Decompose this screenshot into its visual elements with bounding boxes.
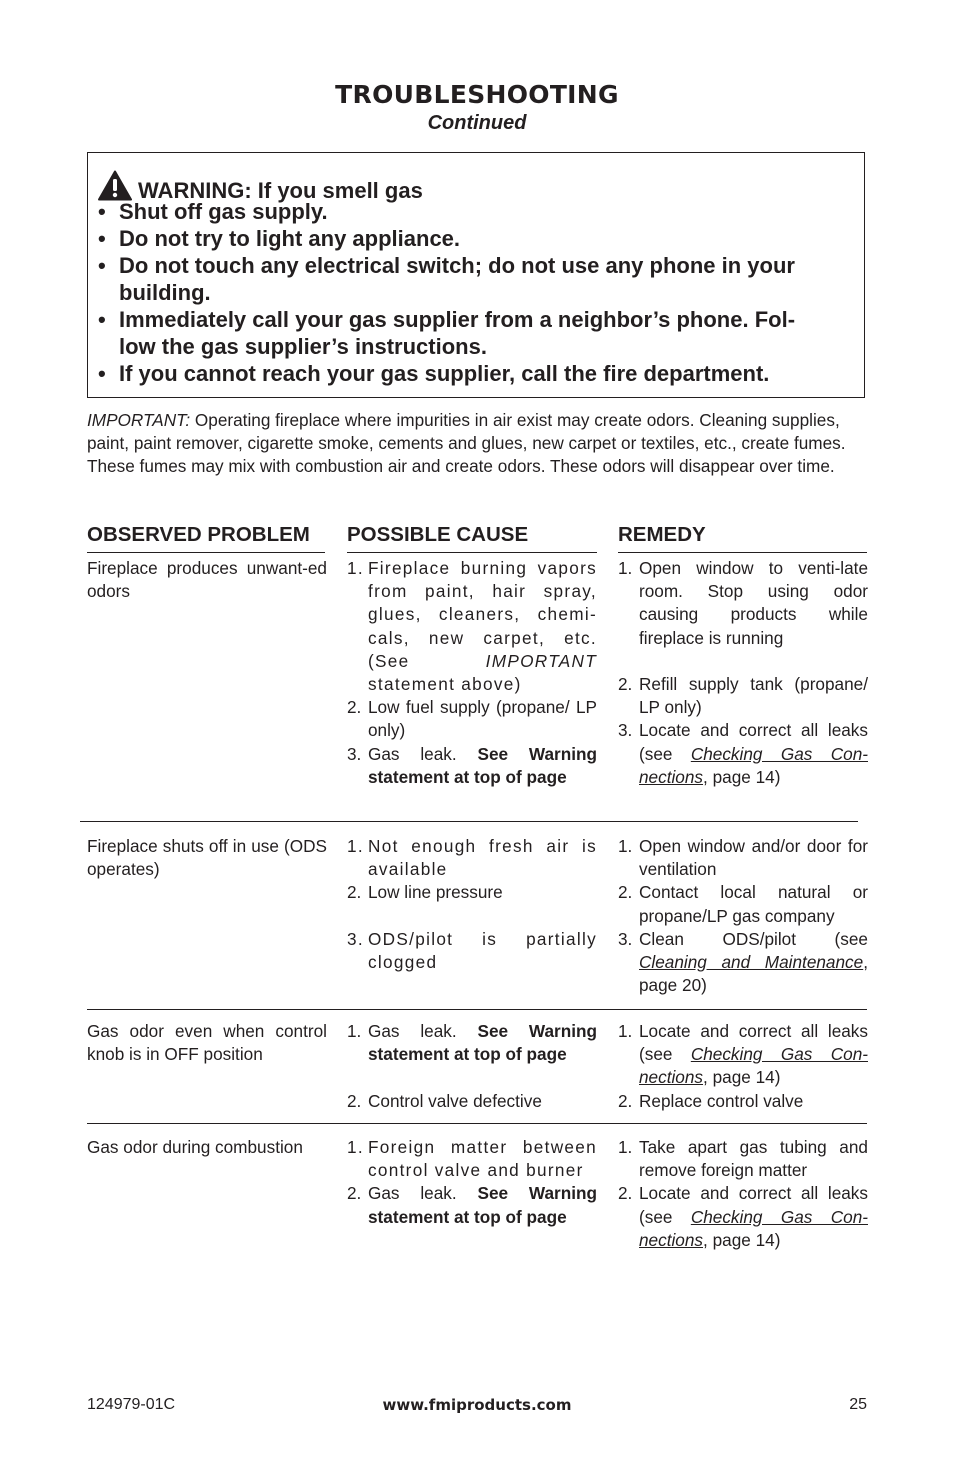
checking-gas-connections-link[interactable]: Checking Gas Con-nections: [639, 1206, 868, 1250]
cause-item: 1. Not enough fresh air is available: [347, 836, 597, 880]
cause-item: 2. Control valve defective: [347, 1090, 542, 1111]
remedy-item: 2. Contact local natural or propane/LP gas company: [618, 882, 868, 926]
important-note: [87, 409, 867, 478]
row-divider: [80, 821, 858, 822]
checking-gas-connections-link[interactable]: Checking Gas Con-nections: [639, 743, 868, 787]
header-rule: [347, 552, 597, 553]
warning-heading: WARNING: If you smell gas: [138, 178, 423, 203]
warning-line: Do not touch any electrical switch; do not use any phone in your: [119, 253, 795, 278]
remedy-item: 1. Locate and correct all leaks (see Checking Gas Con-nections, page 14): [618, 1021, 868, 1088]
warning-bullet: •: [98, 199, 106, 224]
cause-item: 3. Gas leak. See Warning statement at top of page: [347, 743, 597, 787]
document-number: 124979-01C: [87, 1396, 176, 1413]
header-remedy: REMEDY: [618, 523, 706, 546]
cause-cell: [347, 557, 597, 789]
remedy-cell: [618, 1136, 868, 1252]
remedy-item: 1. Take apart gas tubing and remove foreign matter: [618, 1137, 868, 1181]
remedy-cell: [618, 835, 868, 997]
warning-line: If you cannot reach your gas supplier, call the fire department.: [119, 361, 770, 386]
warning-box: [87, 152, 865, 398]
problem-cell: Fireplace produces unwant-ed odors: [87, 558, 327, 602]
cleaning-and-maintenance-link[interactable]: Cleaning and Maintenance: [639, 952, 864, 973]
warning-bullet: •: [98, 307, 106, 332]
warning-bullet: •: [98, 226, 106, 251]
remedy-item: 1. Open window to venti-late room. Stop using odor causing products while fireplace is running: [618, 558, 868, 648]
problem-cell: Gas odor even when control knob is in OFF position: [87, 1021, 327, 1065]
remedy-cell: [618, 1020, 868, 1113]
warning-line: building.: [119, 280, 211, 305]
page-number: 25: [849, 1396, 867, 1413]
remedy-cell: [618, 557, 868, 789]
remedy-item: 2. Replace control valve: [618, 1090, 804, 1111]
cause-item: 1. Foreign matter between control valve and burner: [347, 1137, 597, 1181]
cause-item: 2. Gas leak. See Warning statement at top of page: [347, 1183, 597, 1227]
remedy-item: 3. Clean ODS/pilot (see Cleaning and Maintenance, page 20): [618, 928, 868, 996]
cause-cell: [347, 1020, 597, 1113]
cause-item: 1. Gas leak. See Warning statement at top of page: [347, 1021, 597, 1065]
important-label: IMPORTANT:: [87, 410, 191, 430]
header-observed-problem: OBSERVED PROBLEM: [87, 523, 310, 546]
warning-line: Do not try to light any appliance.: [119, 226, 461, 251]
cause-item: 2. Low fuel supply (propane/ LP only): [347, 697, 597, 741]
row-divider: [87, 1123, 867, 1124]
row-divider: [87, 1009, 867, 1010]
header-rule: [87, 552, 325, 553]
problem-cell: Fireplace shuts off in use (ODS operates): [87, 836, 327, 880]
checking-gas-connections-link[interactable]: Checking Gas Con-nections: [639, 1044, 868, 1088]
warning-bullet: •: [98, 361, 106, 386]
remedy-item: 1. Open window and/or door for ventilation: [618, 836, 868, 880]
cause-item: 3. ODS/pilot is partially clogged: [347, 928, 597, 972]
header-rule: [618, 552, 867, 553]
remedy-item: 3. Locate and correct all leaks (see Checking Gas Con-nections, page 14): [618, 720, 868, 787]
cause-cell: [347, 1136, 597, 1229]
problem-cell: Gas odor during combustion: [87, 1137, 303, 1157]
warning-bullet: •: [98, 253, 106, 278]
cause-item: 2. Low line pressure: [347, 882, 503, 903]
warning-line: Shut off gas supply.: [119, 199, 328, 224]
page-title: TROUBLESHOOTING: [335, 80, 619, 109]
remedy-item: 2. Locate and correct all leaks (see Checking Gas Con-nections, page 14): [618, 1183, 868, 1250]
important-text: Operating fireplace where impurities in air exist may create odors. Cleaning supplies, paint, paint remover, cigarette smoke, cements and glues, new carpet or textiles, etc., create fumes. These fumes may mix with combustion air and create odors. These odors will disappear over time.: [87, 410, 846, 476]
website-link[interactable]: www.fmiproducts.com: [382, 1396, 572, 1414]
warning-line: low the gas supplier’s instructions.: [119, 334, 487, 359]
cause-cell: [347, 835, 597, 974]
page-subtitle: Continued: [427, 112, 527, 134]
header-possible-cause: POSSIBLE CAUSE: [347, 523, 529, 546]
cause-item: 1. Fireplace burning vapors from paint, hair spray, glues, cleaners, chemi-cals, new carpet, etc. (See IMPORTANT statement above): [347, 558, 597, 695]
warning-line: Immediately call your gas supplier from a neighbor’s phone. Fol-: [119, 307, 796, 332]
remedy-item: 2. Refill supply tank (propane/ LP only): [618, 674, 868, 718]
